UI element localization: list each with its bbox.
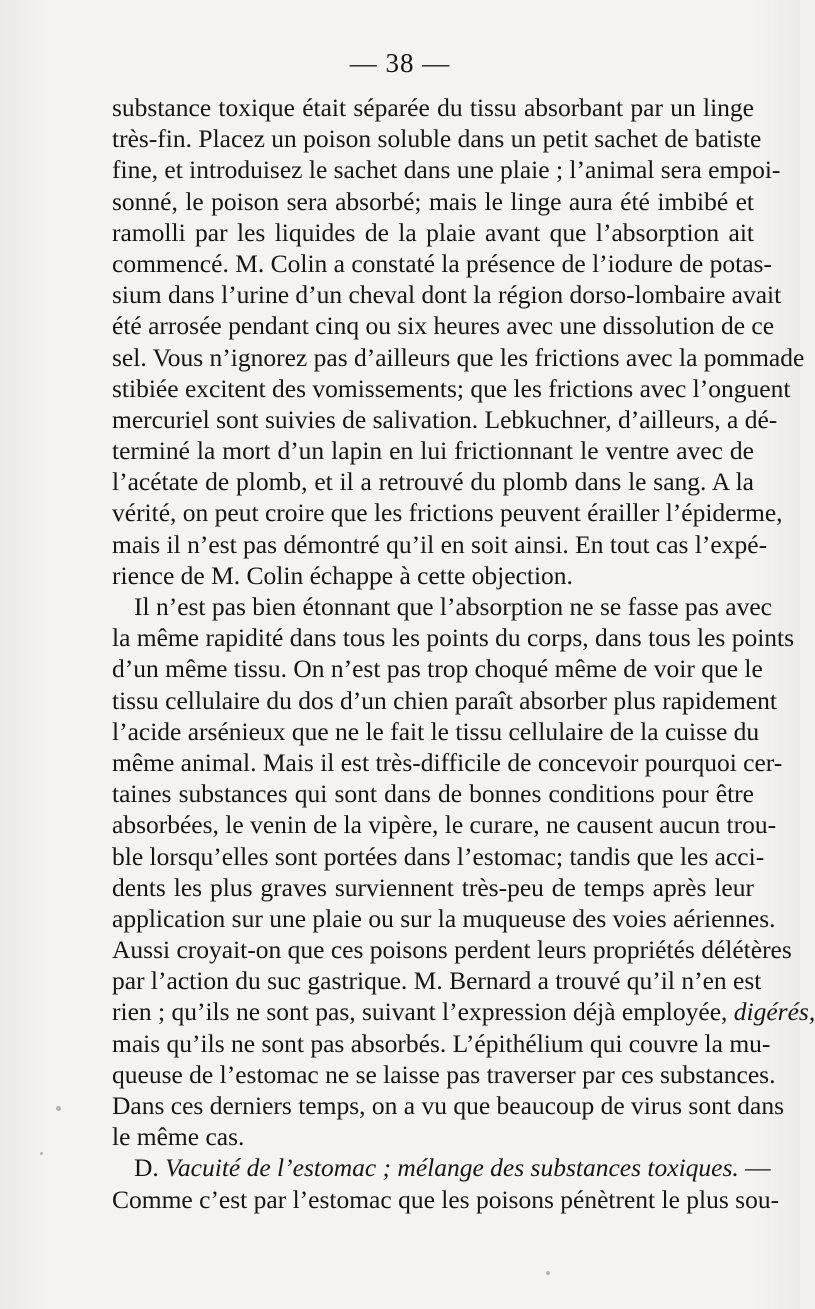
- paragraph-1: [112, 92, 805, 591]
- paper-speck: [40, 1152, 43, 1155]
- text-line: sel. Vous n’ignorez pas d’ailleurs que les frictions avec la pommade: [112, 342, 805, 372]
- text-line: terminé la mort d’un lapin en lui frictionnant le ventre avec de: [112, 436, 754, 466]
- text-line: ramolli par les liquides de la plaie avant que l’absorption ait: [112, 217, 754, 247]
- text-line: taines substances qui sont dans de bonnes conditions pour être: [112, 779, 754, 809]
- section-dash: —: [738, 1153, 771, 1183]
- paper-speck: [56, 1106, 61, 1111]
- text-line: stibiée excitent des vomissements; que les frictions avec l’onguent: [112, 373, 791, 403]
- text-line: Comme c’est par l’estomac que les poisons pénètrent le plus sou-: [112, 1184, 780, 1214]
- text-line: rience de M. Colin échappe à cette objection.: [112, 560, 573, 590]
- page-number: — 38 —: [349, 48, 451, 78]
- text-line: mais qu’ils ne sont pas absorbés. L’épithélium qui couvre la mu-: [112, 1028, 771, 1058]
- section-title: Vacuité de l’estomac ; mélange des substances toxiques.: [165, 1153, 739, 1183]
- text-line: mais il n’est pas démontré qu’il en soit ainsi. En tout cas l’expé-: [112, 529, 768, 559]
- text-line: le même cas.: [112, 1122, 245, 1152]
- text-line: par l’action du suc gastrique. M. Bernard a trouvé qu’il n’en est: [112, 966, 762, 996]
- text-line: vérité, on peut croire que les frictions peuvent érailler l’épiderme,: [112, 498, 783, 528]
- text-line: l’acide arsénieux que ne le fait le tissu cellulaire de la cuisse du: [112, 716, 760, 746]
- section-heading: [112, 1152, 771, 1183]
- text-line: tissu cellulaire du dos d’un chien paraît absorber plus rapidement: [112, 685, 777, 715]
- text-line: Dans ces derniers temps, on a vu que beaucoup de virus sont dans: [112, 1091, 785, 1120]
- italic-emphasis: digérés,: [733, 997, 815, 1027]
- text-line: mercuriel sont suivies de salivation. Lebkuchner, d’ailleurs, a dé-: [112, 404, 778, 434]
- text-line: l’acétate de plomb, et il a retrouvé du plomb dans le sang. A la: [112, 467, 754, 497]
- paragraph-2: [112, 591, 815, 1152]
- text-line: commencé. M. Colin a constaté la présence de l’iodure de potas-: [112, 248, 772, 278]
- body-text: [112, 92, 815, 1215]
- text-line: ble lorsqu’elles sont portées dans l’estomac; tandis que les acci-: [112, 841, 765, 871]
- text-line: [112, 996, 815, 1027]
- paper-speck: [546, 1271, 550, 1275]
- text-line: fine, et introduisez le sachet dans une plaie ; l’animal sera empoi-: [112, 155, 781, 185]
- text-line: absorbées, le venin de la vipère, le curare, ne causent aucun trou-: [112, 810, 777, 840]
- text-line: application sur une plaie ou sur la muqueuse des voies aériennes.: [112, 903, 776, 933]
- text-line: d’un même tissu. On n’est pas trop choqué même de voir que le: [112, 654, 763, 684]
- text-line: substance toxique était séparée du tissu absorbant par un linge: [112, 93, 754, 122]
- section-label: D.: [134, 1153, 166, 1183]
- line-text: rien ; qu’ils ne sont pas, suivant l’expression déjà employée,: [112, 997, 734, 1027]
- text-line: sium dans l’urine d’un cheval dont la région dorso-lombaire avait: [112, 280, 782, 310]
- section-d: [112, 1152, 780, 1214]
- text-line: Aussi croyait-on que ces poisons perdent leurs propriétés délétères: [112, 935, 792, 965]
- text-line: très-fin. Placez un poison soluble dans un petit sachet de batiste: [112, 124, 762, 154]
- text-line: la même rapidité dans tous les points du corps, dans tous les points: [112, 623, 795, 653]
- text-line: dents les plus graves surviennent très-peu de temps après leur: [112, 872, 754, 902]
- text-line: Il n’est pas bien étonnant que l’absorption ne se fasse pas avec: [134, 592, 772, 621]
- text-line: été arrosée pendant cinq ou six heures avec une dissolution de ce: [112, 311, 775, 341]
- text-line: sonné, le poison sera absorbé; mais le linge aura été imbibé et: [112, 186, 754, 216]
- text-line: queuse de l’estomac ne se laisse pas traverser par ces substances.: [112, 1059, 776, 1089]
- text-line: même animal. Mais il est très-difficile de concevoir pourquoi cer-: [112, 747, 783, 777]
